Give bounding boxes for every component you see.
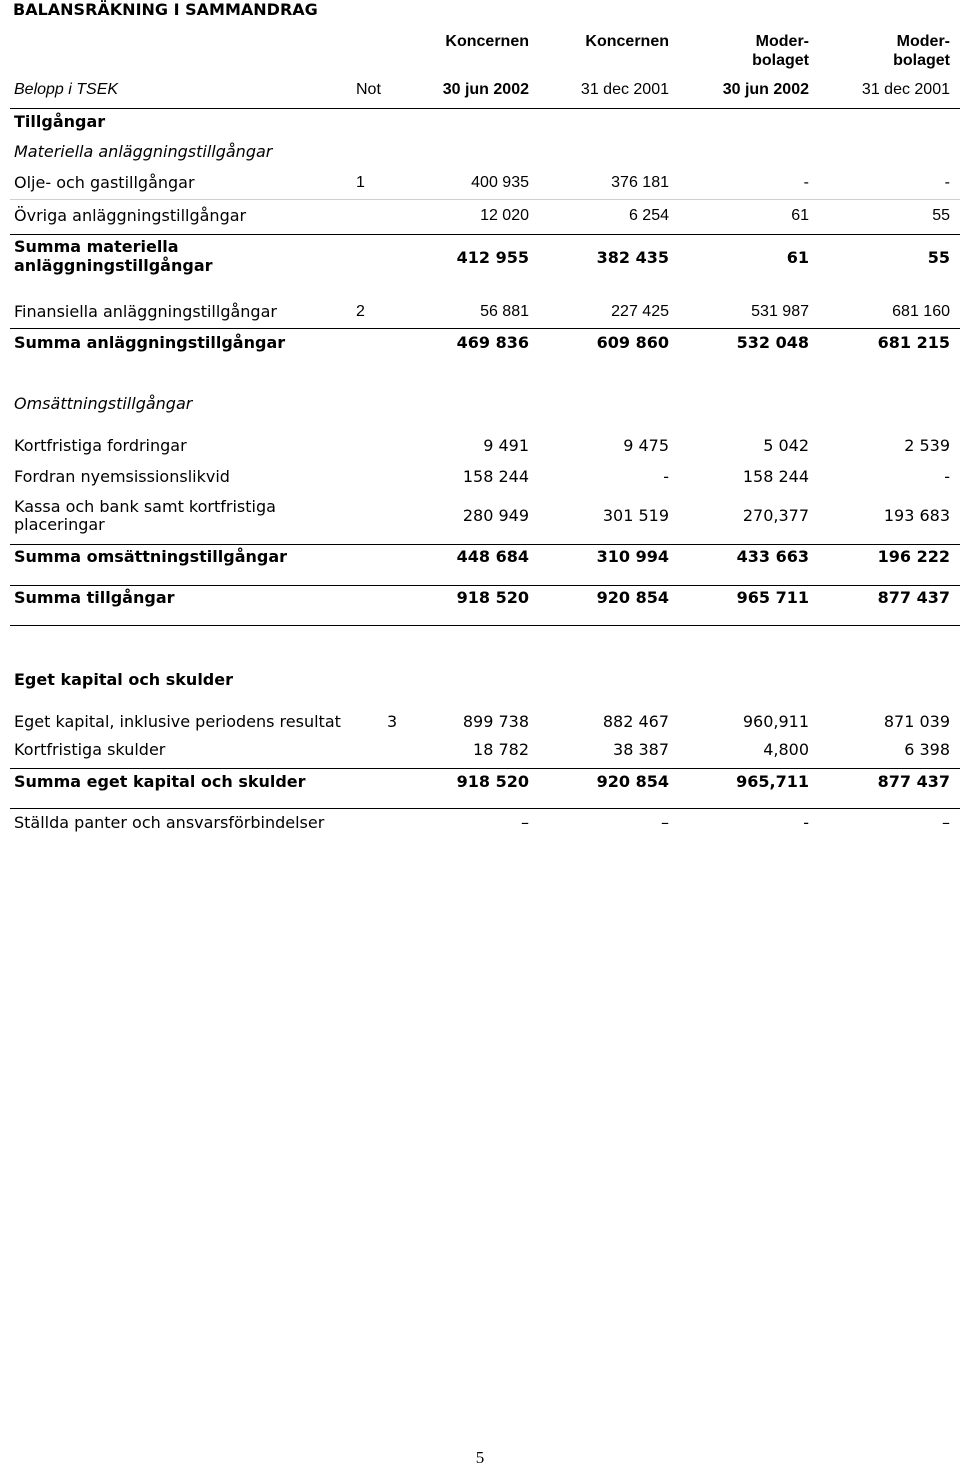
value-col4: 55 [932,207,950,224]
materiella-heading: Materiella anläggningstillgångar [14,142,273,161]
divider [10,234,960,235]
value-col1: 18 782 [473,740,529,759]
row-label-line2: anläggningstillgångar [14,256,213,275]
value-col1: 158 244 [462,467,529,486]
value-col3: 61 [786,248,809,267]
value-col4: 2 539 [904,436,950,455]
row-label: Summa anläggningstillgångar [14,333,286,352]
row-label: Kortfristiga skulder [14,740,166,759]
document-title: BALANSRÄKNING I SAMMANDRAG [13,0,318,19]
omsattning-heading: Omsättningstillgångar [14,394,193,413]
value-col1: 918 520 [456,772,529,791]
col1-header: Koncernen [445,33,529,50]
col4-header-line2: bolaget [893,52,950,69]
date2: 31 dec 2001 [580,81,669,98]
value-col2: 6 254 [628,207,669,224]
value-col1: 400 935 [471,174,529,191]
row-label: Summa eget kapital och skulder [14,772,306,791]
value-col4: 6 398 [904,740,950,759]
value-col3: 960,911 [742,712,809,731]
value-col1: 448 684 [456,547,529,566]
col3-header: Moder- [755,33,809,50]
value-col1: 280 949 [462,506,529,525]
value-col4: 877 437 [877,588,950,607]
value-col2: 9 475 [623,436,669,455]
row-label: Summa tillgångar [14,588,175,607]
col3-header-line2: bolaget [752,52,809,69]
value-col1: – [521,813,529,832]
value-col2: 301 519 [602,506,669,525]
value-col3: 158 244 [742,467,809,486]
value-col4: 193 683 [883,506,950,525]
not-header: Not [356,81,381,98]
value-col3: 4,800 [763,740,809,759]
page-number: 5 [475,1448,485,1467]
eget-heading: Eget kapital och skulder [14,670,233,689]
value-col2: 310 994 [596,547,669,566]
row-not: 3 [387,712,398,731]
value-col3: 531 987 [751,303,809,320]
col2-header: Koncernen [585,33,669,50]
row-label: Fordran nyemsissionslikvid [14,467,230,486]
value-col1: 56 881 [480,303,529,320]
row-label: Eget kapital, inklusive periodens resultat [14,712,341,731]
row-label: Olje- och gastillgångar [14,173,195,192]
value-col2: 882 467 [602,712,669,731]
row-not: 2 [356,303,365,320]
value-col1: 412 955 [456,248,529,267]
row-label: Ställda panter och ansvarsförbindelser [14,813,325,832]
value-col3: 270,377 [742,506,809,525]
divider [10,328,960,329]
value-col1: 12 020 [480,207,529,224]
date3: 30 jun 2002 [722,81,809,98]
value-col3: - [803,813,809,832]
value-col2: 38 387 [613,740,669,759]
value-col4: 877 437 [877,772,950,791]
divider [10,544,960,545]
value-col3: 5 042 [763,436,809,455]
value-col4: 55 [927,248,950,267]
value-col2: 376 181 [611,174,669,191]
value-col2: 227 425 [611,303,669,320]
divider [10,108,960,109]
value-col4: - [944,467,950,486]
row-label: Övriga anläggningstillgångar [14,206,247,225]
value-col3: - [803,174,809,191]
value-col3: 965,711 [736,772,809,791]
value-col2: - [663,467,669,486]
row-label: Finansiella anläggningstillgångar [14,302,277,321]
value-col2: 382 435 [596,248,669,267]
value-col4: 681 215 [877,333,950,352]
value-col2: 920 854 [596,772,669,791]
date1: 30 jun 2002 [442,81,529,98]
divider [10,199,960,200]
row-label-line2: placeringar [14,515,105,534]
row-label: Summa materiella [14,237,179,256]
value-col2: 609 860 [596,333,669,352]
divider [10,768,960,769]
value-col1: 9 491 [483,436,529,455]
value-col4: - [944,174,950,191]
row-not: 1 [356,174,365,191]
value-col3: 61 [791,207,809,224]
value-col1: 469 836 [456,333,529,352]
col4-header: Moder- [896,33,950,50]
value-col4: 871 039 [883,712,950,731]
amount-unit-label: Belopp i TSEK [14,81,119,98]
tillgangar-heading: Tillgångar [14,112,106,131]
value-col3: 433 663 [736,547,809,566]
divider [10,585,960,586]
value-col3: 532 048 [736,333,809,352]
value-col4: 681 160 [892,303,950,320]
row-label: Kortfristiga fordringar [14,436,187,455]
value-col1: 918 520 [456,588,529,607]
value-col4: 196 222 [877,547,950,566]
value-col2: 920 854 [596,588,669,607]
divider [10,625,960,626]
divider [10,808,960,809]
value-col1: 899 738 [462,712,529,731]
value-col3: 965 711 [736,588,809,607]
row-label: Summa omsättningstillgångar [14,547,288,566]
row-label: Kassa och bank samt kortfristiga [14,497,276,516]
value-col4: – [942,813,950,832]
date4: 31 dec 2001 [861,81,950,98]
value-col2: – [661,813,669,832]
